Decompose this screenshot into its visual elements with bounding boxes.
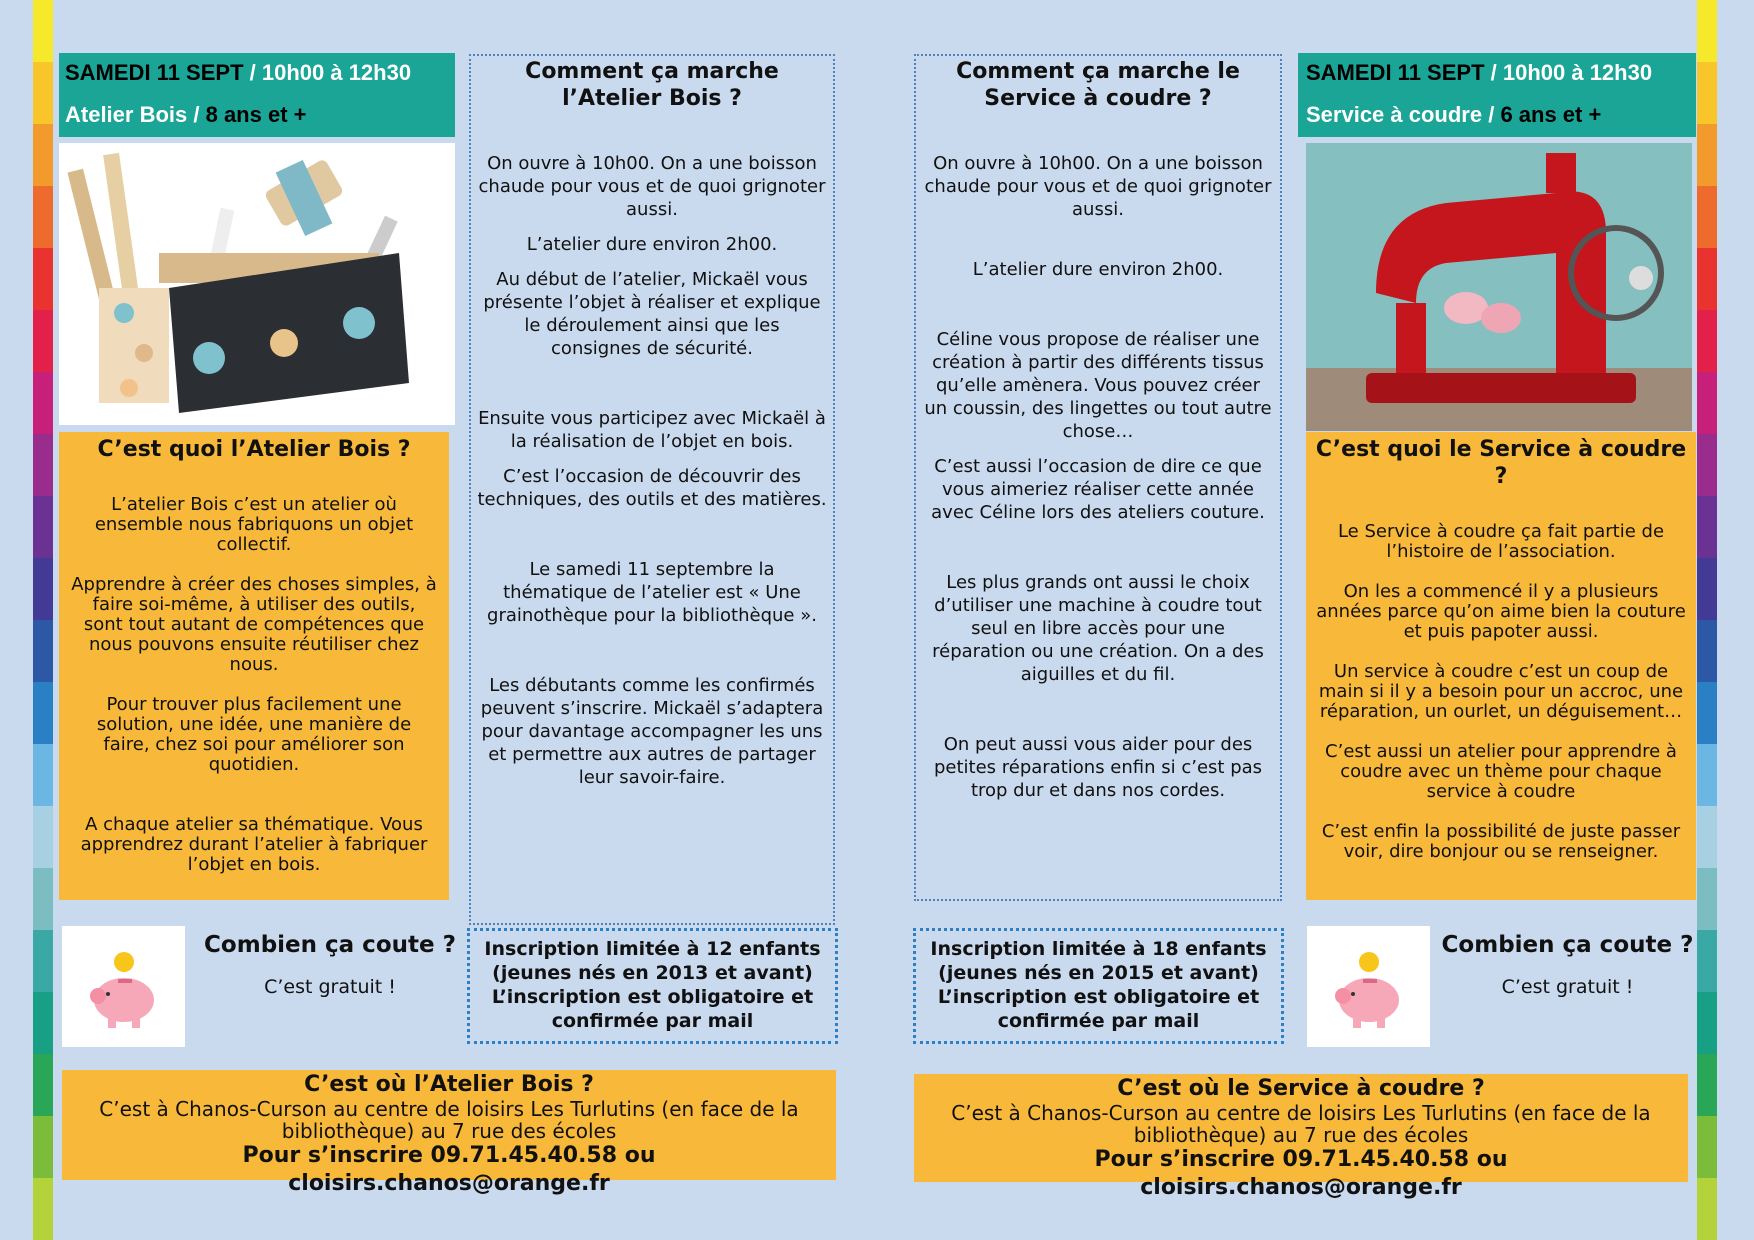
left-what-p3: Pour trouver plus facilement une solution, une idée, une manière de faire, chez soi pour améliorer son quotidien. — [96, 694, 412, 775]
left-inscription-box — [467, 928, 838, 1044]
right-how-p2: L’atelier dure environ 2h00. — [972, 259, 1224, 280]
right-how-p3: Céline vous propose de réaliser une création à partir des différents tissus qu’elle amènera. Vous pouvez créer un coussin, des lingettes ou tout autre chose… — [924, 329, 1272, 442]
left-how-p2: L’atelier dure environ 2h00. — [526, 234, 778, 255]
right-how-p1: On ouvre à 10h00. On a une boisson chaude pour vous et de quoi grignoter aussi. — [924, 153, 1272, 220]
right-how-p6: On peut aussi vous aider pour des petites réparations enfin si c’est pas trop dur et dans nos cordes. — [933, 734, 1263, 801]
right-header-time: / 10h00 à 12h30 — [1484, 60, 1653, 85]
right-how-section — [914, 54, 1282, 901]
right-what-title: C’est quoi le Service à coudre ? — [1315, 437, 1687, 489]
left-how-p7: Les débutants comme les confirmés peuvent s’inscrire. Mickaël s’adaptera pour davantage accompagner les uns et permettre aux autres de partager leur savoir-faire. — [480, 675, 824, 788]
right-how-p4: C’est aussi l’occasion de dire ce que vous aimeriez réaliser cette année avec Céline lors des ateliers couture. — [931, 456, 1265, 523]
left-where-contact: Pour s’inscrire 09.71.45.40.58 ou cloisirs.chanos@orange.fr — [242, 1143, 656, 1196]
left-how-p3: Au début de l’atelier, Mickaël vous présente l’objet à réaliser et explique le déroulement ainsi que les consignes de sécurité. — [483, 269, 821, 359]
right-how-title: Comment ça marche le Service à coudre ? — [956, 59, 1240, 111]
left-how-p1: On ouvre à 10h00. On a une boisson chaude pour vous et de quoi grignoter aussi. — [478, 153, 826, 220]
right-where-section — [914, 1074, 1688, 1200]
left-what-p1: L’atelier Bois c’est un atelier où ensemble nous fabriquons un objet collectif. — [94, 494, 414, 555]
right-header-title: Service à coudre / — [1306, 102, 1501, 127]
right-inscription-box — [913, 928, 1284, 1044]
right-what-p4: C’est aussi un atelier pour apprendre à coudre avec un thème pour chaque service à coudre — [1325, 741, 1677, 802]
right-where-text: C’est à Chanos-Curson au centre de loisirs Les Turlutins (en face de la bibliothèque) au 7 rue des écoles — [951, 1101, 1651, 1147]
right-header-age: 6 ans et + — [1500, 102, 1602, 127]
right-inscription-line3: L’inscription est obligatoire et — [937, 986, 1260, 1008]
left-inscription-line3: L’inscription est obligatoire et — [491, 986, 814, 1008]
left-how-p6: Le samedi 11 septembre la thématique de l’atelier est « Une grainothèque pour la bibliothèque ». — [487, 559, 817, 626]
right-rainbow-stripe — [1697, 0, 1717, 1240]
right-header — [1298, 53, 1696, 137]
left-where-title: C’est où l’Atelier Bois ? — [304, 1072, 594, 1097]
left-header-day: SAMEDI 11 SEPT — [65, 60, 244, 85]
right-cost-text: C’est gratuit ! — [1501, 976, 1634, 998]
left-inscription-line4: confirmée par mail — [551, 1010, 754, 1032]
sewing-machine-image — [1306, 143, 1692, 431]
left-how-p5: C’est l’occasion de découvrir des techniques, des outils et des matières. — [477, 466, 827, 510]
left-how-p4: Ensuite vous participez avec Mickaël à la réalisation de l’objet en bois. — [478, 408, 826, 452]
left-header-title: Atelier Bois / — [65, 102, 206, 127]
left-what-p2: Apprendre à créer des choses simples, à faire soi-même, à utiliser des outils, sont tout autant de compétences que nous pouvons ensuite réutiliser chez nous. — [71, 574, 437, 675]
right-where-title: C’est où le Service à coudre ? — [1117, 1076, 1485, 1101]
right-how-p5: Les plus grands ont aussi le choix d’utiliser une machine à coudre tout seul en libre accès pour une réparation ou une création. On a des aiguilles et du fil. — [932, 572, 1264, 685]
right-what-p2: On les a commencé il y a plusieurs années parce qu’on aime bien la couture et puis papoter aussi. — [1316, 581, 1686, 642]
right-piggy-bank-icon — [1307, 926, 1430, 1047]
left-header-time: / 10h00 à 12h30 — [243, 60, 412, 85]
left-where-text: C’est à Chanos-Curson au centre de loisirs Les Turlutins (en face de la bibliothèque) au 7 rue des écoles — [99, 1097, 799, 1143]
left-cost-title: Combien ça coute ? — [204, 932, 456, 958]
toolbox-image — [59, 143, 455, 425]
left-how-section — [469, 54, 835, 925]
left-rainbow-stripe — [33, 0, 53, 1240]
right-what-p1: Le Service à coudre ça fait partie de l’histoire de l’association. — [1337, 521, 1665, 562]
left-header — [59, 53, 455, 137]
right-where-contact: Pour s’inscrire 09.71.45.40.58 ou cloisirs.chanos@orange.fr — [1094, 1147, 1508, 1200]
right-what-p5: C’est enfin la possibilité de juste passer voir, dire bonjour ou se renseigner. — [1321, 821, 1681, 862]
left-inscription-line2: (jeunes nés en 2013 et avant) — [492, 962, 813, 984]
right-header-day: SAMEDI 11 SEPT — [1306, 60, 1485, 85]
left-where-section — [62, 1070, 836, 1196]
left-what-p4: A chaque atelier sa thématique. Vous apprendrez durant l’atelier à fabriquer l’objet en bois. — [80, 814, 428, 875]
left-how-title: Comment ça marche l’Atelier Bois ? — [525, 59, 779, 111]
left-what-section — [59, 432, 449, 900]
right-what-section — [1306, 432, 1696, 900]
left-header-age: 8 ans et + — [205, 102, 307, 127]
right-inscription-line1: Inscription limitée à 18 enfants — [930, 938, 1267, 960]
left-piggy-bank-icon — [62, 926, 185, 1047]
left-cost-text: C’est gratuit ! — [264, 976, 396, 998]
left-inscription-line1: Inscription limitée à 12 enfants — [484, 938, 821, 960]
right-what-p3: Un service à coudre c’est un coup de main si il y a besoin pour un accroc, une réparation, un ourlet, un déguisement… — [1318, 661, 1684, 722]
right-cost-title: Combien ça coute ? — [1441, 932, 1694, 958]
right-inscription-line4: confirmée par mail — [997, 1010, 1200, 1032]
left-what-title: C’est quoi l’Atelier Bois ? — [97, 437, 411, 462]
right-inscription-line2: (jeunes nés en 2015 et avant) — [938, 962, 1259, 984]
